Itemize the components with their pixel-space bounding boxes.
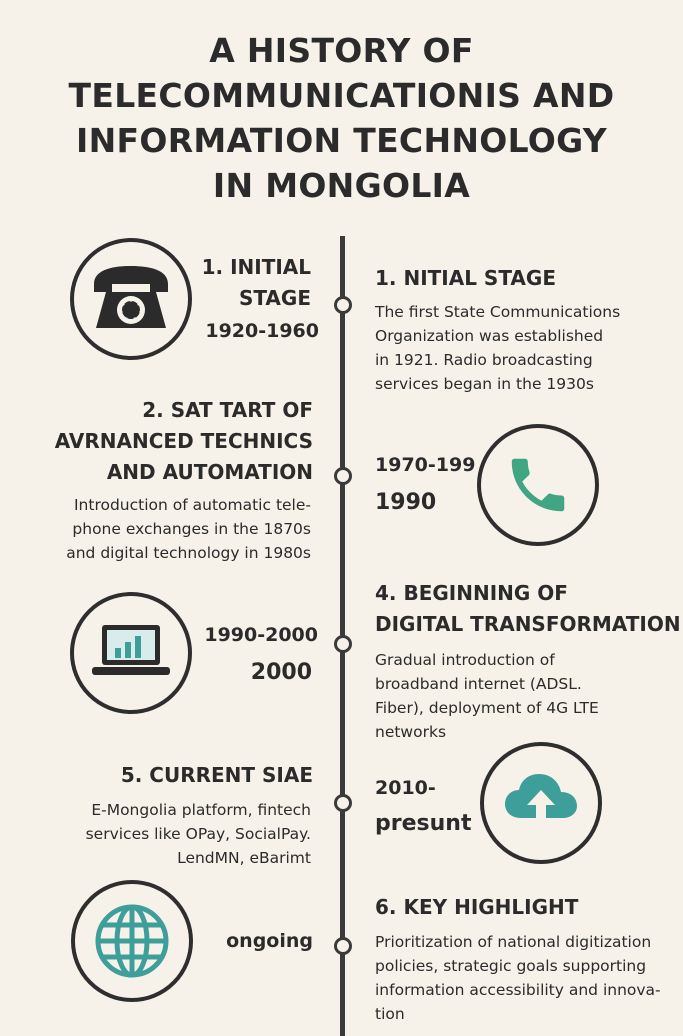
stage-1-description-line-1: The first State Communications <box>375 303 621 321</box>
cloud-upload-icon <box>480 742 602 864</box>
stage-1-description-line-2: Organization was established <box>375 327 604 345</box>
stage-4-description-line-3: LendMN, eBarimt <box>177 849 311 867</box>
stage-3-description-line-3: Fiber), deployment of 4G LTE <box>375 699 599 717</box>
rotary-telephone-icon <box>70 238 192 360</box>
timeline-node-2 <box>334 467 352 485</box>
stage-2-years-end: 1990 <box>375 490 437 515</box>
timeline-node-1 <box>334 296 352 314</box>
stage-4-description <box>86 798 311 870</box>
stage-5-years: ongoing <box>226 930 313 952</box>
stage-4-description-line-1: E-Mongolia platform, fintech <box>91 801 311 819</box>
stage-3-description-line-4: networks <box>375 723 447 741</box>
stage-5-description <box>375 930 661 1026</box>
stage-2-description <box>66 493 311 565</box>
stage-5-header: 6. KEY HIGHLIGHT <box>375 895 579 919</box>
stage-3-description-line-1: Gradual introduction of <box>375 651 555 669</box>
stage-1-left-header <box>202 252 311 314</box>
stage-5-description-line-1: Prioritization of national digitization <box>375 933 652 951</box>
stage-5-description-line-4: tion <box>375 1005 405 1023</box>
stage-2-header-line-1: 2. SAT TART OF <box>142 398 313 422</box>
stage-5-description-line-2: policies, strategic goals supporting <box>375 957 647 975</box>
stage-1-left-header-line-2: STAGE <box>238 286 311 310</box>
stage-1-description-line-4: services began in the 1930s <box>375 375 594 393</box>
stage-2-description-line-3: and digital technology in 1980s <box>66 544 311 562</box>
stage-4-header: 5. CURRENT SIAE <box>120 763 313 787</box>
timeline-node-5 <box>334 937 352 955</box>
stage-4-years-start: 2010- <box>375 777 436 799</box>
stage-2-header-line-2: AVRNANCED TECHNICS <box>54 429 313 453</box>
title-line-4: IN MONGOLIA <box>212 166 471 205</box>
title-line-3: INFORMATION TECHNOLOGY <box>76 121 607 160</box>
stage-3-years-range: 1990-2000 <box>204 624 318 646</box>
stage-2-description-line-2: phone exchanges in the 1870s <box>72 520 311 538</box>
stage-1-description <box>375 300 620 396</box>
stage-2-header-line-3: AND AUTOMATION <box>106 460 313 484</box>
timeline-node-3 <box>334 635 352 653</box>
stage-3-description <box>375 648 599 744</box>
laptop-chart-icon <box>70 592 192 714</box>
title-line-1: A HISTORY OF <box>209 31 474 70</box>
stage-2-years-range: 1970-199 <box>375 454 476 476</box>
timeline-node-4 <box>334 794 352 812</box>
stage-3-header <box>375 578 681 640</box>
stage-2-description-line-1: Introduction of automatic tele- <box>73 496 311 514</box>
stage-4-description-line-2: services like OPay, SocialPay. <box>85 825 311 843</box>
title-line-2: TELECOMMUNICATIONIS AND <box>68 76 615 115</box>
stage-3-header-line-2: DIGITAL TRANSFORMATION <box>375 612 681 636</box>
stage-5-description-line-3: information accessibility and innova- <box>375 981 661 999</box>
stage-1-description-line-3: in 1921. Radio broadcasting <box>375 351 593 369</box>
stage-1-right-header: 1. NITIAL STAGE <box>375 266 556 290</box>
stage-2-header <box>55 395 313 488</box>
globe-icon <box>71 880 193 1002</box>
page-title <box>0 28 683 208</box>
stage-1-left-header-line-1: 1. INITIAL <box>201 255 311 279</box>
phone-handset-icon <box>477 424 599 546</box>
stage-4-years-end: presunt <box>375 811 472 836</box>
stage-3-description-line-2: broadband internet (ADSL. <box>375 675 582 693</box>
stage-1-years: 1920-1960 <box>205 320 319 342</box>
stage-3-years-end: 2000 <box>250 660 312 685</box>
stage-3-header-line-1: 4. BEGINNING OF <box>375 581 568 605</box>
